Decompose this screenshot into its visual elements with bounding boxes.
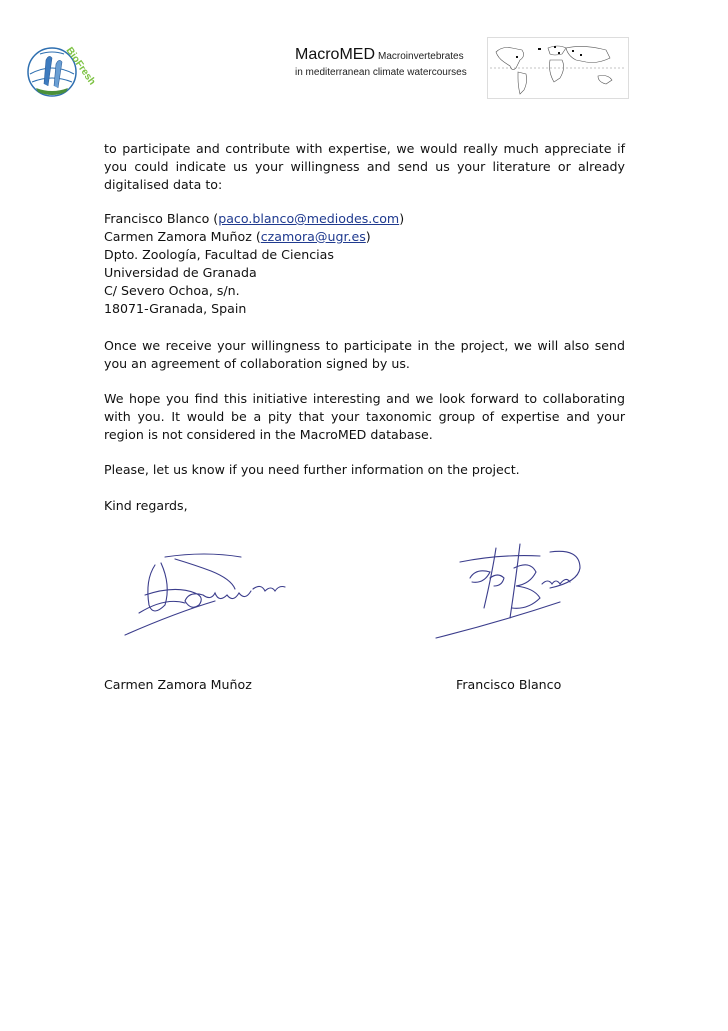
- email-link-czamora[interactable]: czamora@ugr.es: [260, 229, 366, 244]
- header-title: [295, 44, 464, 64]
- signatory-name-left: Carmen Zamora Muñoz: [104, 677, 252, 692]
- address-line-2: Carmen Zamora Muñoz (czamora@ugr.es): [104, 229, 371, 244]
- project-suffix: Macroinvertebrates: [378, 51, 464, 62]
- paragraph-further-info: Please, let us know if you need further information on the project.: [104, 462, 520, 477]
- address-line-5: C/ Severo Ochoa, s/n.: [104, 283, 240, 298]
- signature-left: [115, 545, 290, 645]
- address-line-6: 18071-Granada, Spain: [104, 301, 247, 316]
- address-line-4: Universidad de Granada: [104, 265, 257, 280]
- biofresh-logo: [26, 40, 98, 100]
- address-line-3: Dpto. Zoología, Facultad de Ciencias: [104, 247, 334, 262]
- paragraph-intro: to participate and contribute with expertise, we would really much appreciate if you could indicate us your willingness and send us your literature or already digitalised data to:: [104, 141, 625, 192]
- project-name: MacroMED: [295, 46, 376, 63]
- signatory-name-right: Francisco Blanco: [456, 677, 562, 692]
- world-map-image: [487, 37, 629, 99]
- signature-right: [430, 538, 590, 646]
- email-link-paco[interactable]: paco.blanco@mediodes.com: [218, 211, 400, 226]
- closing: Kind regards,: [104, 498, 188, 513]
- paragraph-agreement: Once we receive your willingness to participate in the project, we will also send you an agreement of collaboration signed by us.: [104, 338, 625, 371]
- address-block: [104, 210, 625, 318]
- svg-text:BioFresh: BioFresh: [63, 45, 98, 88]
- address-line-1: Francisco Blanco (paco.blanco@mediodes.com): [104, 211, 405, 226]
- header-subtitle: in mediterranean climate watercourses: [295, 67, 467, 78]
- paragraph-hope: We hope you find this initiative interesting and we look forward to collaborating with you. It would be a pity that your taxonomic group of expertise and your region is not considered in the MacroMED database.: [104, 391, 625, 442]
